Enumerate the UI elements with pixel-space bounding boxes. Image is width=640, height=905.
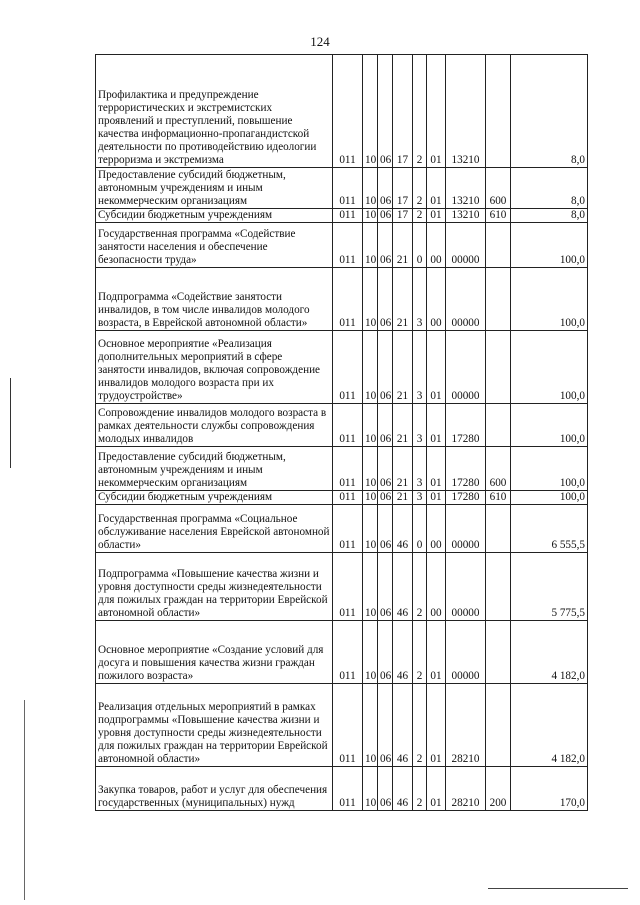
row-name: Субсидии бюджетным учреждениям	[96, 491, 333, 505]
row-name: Государственная программа «Социальное обслуживание населения Еврейской автономной области»	[96, 505, 333, 553]
table-row	[96, 268, 588, 331]
cell-amount: 8,0	[511, 209, 588, 223]
cell-program: 46	[393, 553, 413, 621]
cell-direction: 28210	[446, 767, 486, 811]
cell-grbs: 011	[333, 268, 363, 331]
scan-bottom-line	[488, 888, 628, 889]
cell-program: 46	[393, 767, 413, 811]
cell-rz: 10	[363, 55, 378, 168]
cell-direction: 13210	[446, 55, 486, 168]
cell-direction: 00000	[446, 268, 486, 331]
cell-pr: 06	[378, 553, 393, 621]
cell-vr	[486, 331, 511, 404]
cell-event: 01	[427, 331, 446, 404]
cell-subprogram: 3	[413, 268, 427, 331]
cell-amount: 170,0	[511, 767, 588, 811]
cell-rz: 10	[363, 447, 378, 491]
cell-program: 17	[393, 55, 413, 168]
cell-pr: 06	[378, 684, 393, 767]
cell-vr: 610	[486, 491, 511, 505]
cell-subprogram: 2	[413, 553, 427, 621]
table-row	[96, 209, 588, 223]
cell-program: 21	[393, 223, 413, 268]
table-row	[96, 55, 588, 168]
cell-rz: 10	[363, 404, 378, 447]
cell-event: 01	[427, 209, 446, 223]
row-name: Предоставление субсидий бюджетным, автономным учреждениям и иным некоммерческим организациям	[96, 447, 333, 491]
cell-pr: 06	[378, 331, 393, 404]
cell-amount: 6 555,5	[511, 505, 588, 553]
table-row	[96, 621, 588, 684]
cell-pr: 06	[378, 505, 393, 553]
cell-subprogram: 3	[413, 491, 427, 505]
cell-subprogram: 2	[413, 621, 427, 684]
table-row	[96, 168, 588, 209]
cell-rz: 10	[363, 684, 378, 767]
cell-pr: 06	[378, 767, 393, 811]
cell-direction: 13210	[446, 168, 486, 209]
cell-event: 01	[427, 55, 446, 168]
cell-amount: 4 182,0	[511, 684, 588, 767]
cell-pr: 06	[378, 268, 393, 331]
cell-amount: 5 775,5	[511, 553, 588, 621]
cell-grbs: 011	[333, 331, 363, 404]
cell-program: 17	[393, 168, 413, 209]
row-name: Основное мероприятие «Создание условий для досуга и повышения качества жизни граждан пожилого возраста»	[96, 621, 333, 684]
table-row	[96, 223, 588, 268]
cell-grbs: 011	[333, 168, 363, 209]
cell-amount: 100,0	[511, 447, 588, 491]
cell-rz: 10	[363, 168, 378, 209]
cell-amount: 100,0	[511, 268, 588, 331]
cell-pr: 06	[378, 168, 393, 209]
table-row	[96, 684, 588, 767]
cell-event: 01	[427, 491, 446, 505]
cell-pr: 06	[378, 404, 393, 447]
cell-program: 46	[393, 505, 413, 553]
cell-vr	[486, 268, 511, 331]
cell-pr: 06	[378, 209, 393, 223]
cell-direction: 00000	[446, 223, 486, 268]
scan-margin-line	[24, 700, 25, 900]
cell-event: 00	[427, 553, 446, 621]
row-name: Государственная программа «Содействие занятости населения и обеспечение безопасности труда»	[96, 223, 333, 268]
cell-event: 01	[427, 684, 446, 767]
row-name: Субсидии бюджетным учреждениям	[96, 209, 333, 223]
cell-amount: 100,0	[511, 404, 588, 447]
cell-vr	[486, 505, 511, 553]
cell-direction: 00000	[446, 505, 486, 553]
cell-vr	[486, 55, 511, 168]
cell-subprogram: 2	[413, 55, 427, 168]
table-row	[96, 553, 588, 621]
scan-margin-line	[10, 378, 11, 468]
cell-program: 21	[393, 447, 413, 491]
cell-rz: 10	[363, 331, 378, 404]
cell-direction: 13210	[446, 209, 486, 223]
table-row	[96, 767, 588, 811]
cell-vr	[486, 223, 511, 268]
cell-amount: 4 182,0	[511, 621, 588, 684]
row-name: Подпрограмма «Повышение качества жизни и уровня доступности среды жизнедеятельности для пожилых граждан на территории Еврейской автономной области»	[96, 553, 333, 621]
cell-rz: 10	[363, 223, 378, 268]
cell-subprogram: 2	[413, 684, 427, 767]
table-row	[96, 505, 588, 553]
cell-direction: 28210	[446, 684, 486, 767]
cell-rz: 10	[363, 505, 378, 553]
cell-grbs: 011	[333, 55, 363, 168]
cell-subprogram: 3	[413, 404, 427, 447]
table-body	[96, 55, 588, 811]
cell-subprogram: 2	[413, 767, 427, 811]
cell-program: 17	[393, 209, 413, 223]
cell-subprogram: 3	[413, 447, 427, 491]
cell-program: 46	[393, 621, 413, 684]
row-name: Закупка товаров, работ и услуг для обеспечения государственных (муниципальных) нужд	[96, 767, 333, 811]
budget-table	[95, 54, 588, 811]
cell-subprogram: 3	[413, 331, 427, 404]
cell-program: 46	[393, 684, 413, 767]
cell-rz: 10	[363, 491, 378, 505]
cell-pr: 06	[378, 491, 393, 505]
cell-grbs: 011	[333, 223, 363, 268]
cell-program: 21	[393, 268, 413, 331]
row-name: Основное мероприятие «Реализация дополнительных мероприятий в сфере занятости инвалидов, включая сопровождение инвалидов молодого возраста при их трудоустройстве»	[96, 331, 333, 404]
cell-direction: 00000	[446, 331, 486, 404]
cell-vr: 600	[486, 168, 511, 209]
cell-direction: 00000	[446, 553, 486, 621]
cell-event: 01	[427, 404, 446, 447]
cell-amount: 8,0	[511, 168, 588, 209]
cell-direction: 17280	[446, 491, 486, 505]
cell-pr: 06	[378, 55, 393, 168]
row-name: Предоставление субсидий бюджетным, автономным учреждениям и иным некоммерческим организациям	[96, 168, 333, 209]
cell-rz: 10	[363, 767, 378, 811]
cell-pr: 06	[378, 621, 393, 684]
row-name: Реализация отдельных мероприятий в рамках подпрограммы «Повышение качества жизни и уровня доступности среды жизнедеятельности для пожилых граждан на территории Еврейской автономной области»	[96, 684, 333, 767]
cell-direction: 17280	[446, 404, 486, 447]
cell-grbs: 011	[333, 505, 363, 553]
cell-vr: 200	[486, 767, 511, 811]
table-row	[96, 491, 588, 505]
row-name: Подпрограмма «Содействие занятости инвалидов, в том числе инвалидов молодого возраста, в Еврейской автономной области»	[96, 268, 333, 331]
cell-grbs: 011	[333, 447, 363, 491]
cell-rz: 10	[363, 553, 378, 621]
table-row	[96, 331, 588, 404]
cell-vr	[486, 684, 511, 767]
table-row	[96, 404, 588, 447]
cell-event: 01	[427, 767, 446, 811]
cell-pr: 06	[378, 447, 393, 491]
cell-grbs: 011	[333, 553, 363, 621]
cell-grbs: 011	[333, 491, 363, 505]
cell-grbs: 011	[333, 767, 363, 811]
cell-grbs: 011	[333, 404, 363, 447]
cell-vr	[486, 404, 511, 447]
cell-rz: 10	[363, 268, 378, 331]
cell-event: 00	[427, 223, 446, 268]
cell-vr	[486, 621, 511, 684]
cell-event: 01	[427, 168, 446, 209]
cell-subprogram: 2	[413, 209, 427, 223]
cell-rz: 10	[363, 209, 378, 223]
cell-amount: 100,0	[511, 223, 588, 268]
cell-subprogram: 0	[413, 505, 427, 553]
cell-subprogram: 0	[413, 223, 427, 268]
cell-event: 01	[427, 621, 446, 684]
cell-program: 21	[393, 404, 413, 447]
cell-amount: 8,0	[511, 55, 588, 168]
cell-vr: 610	[486, 209, 511, 223]
cell-direction: 17280	[446, 447, 486, 491]
cell-vr: 600	[486, 447, 511, 491]
cell-program: 21	[393, 491, 413, 505]
cell-pr: 06	[378, 223, 393, 268]
table-row	[96, 447, 588, 491]
cell-event: 01	[427, 447, 446, 491]
cell-direction: 00000	[446, 621, 486, 684]
cell-amount: 100,0	[511, 331, 588, 404]
cell-rz: 10	[363, 621, 378, 684]
cell-event: 00	[427, 505, 446, 553]
cell-vr	[486, 553, 511, 621]
cell-grbs: 011	[333, 684, 363, 767]
cell-program: 21	[393, 331, 413, 404]
page-number: 124	[310, 34, 330, 49]
cell-grbs: 011	[333, 621, 363, 684]
cell-event: 00	[427, 268, 446, 331]
cell-grbs: 011	[333, 209, 363, 223]
cell-subprogram: 2	[413, 168, 427, 209]
row-name: Профилактика и предупреждение террористических и экстремистских проявлений и преступлений, повышение качества информационно-пропагандистской деятельности по противодействию идеологии терроризма и экстремизма	[96, 55, 333, 168]
cell-amount: 100,0	[511, 491, 588, 505]
row-name: Сопровождение инвалидов молодого возраста в рамках деятельности службы сопровождения молодых инвалидов	[96, 404, 333, 447]
